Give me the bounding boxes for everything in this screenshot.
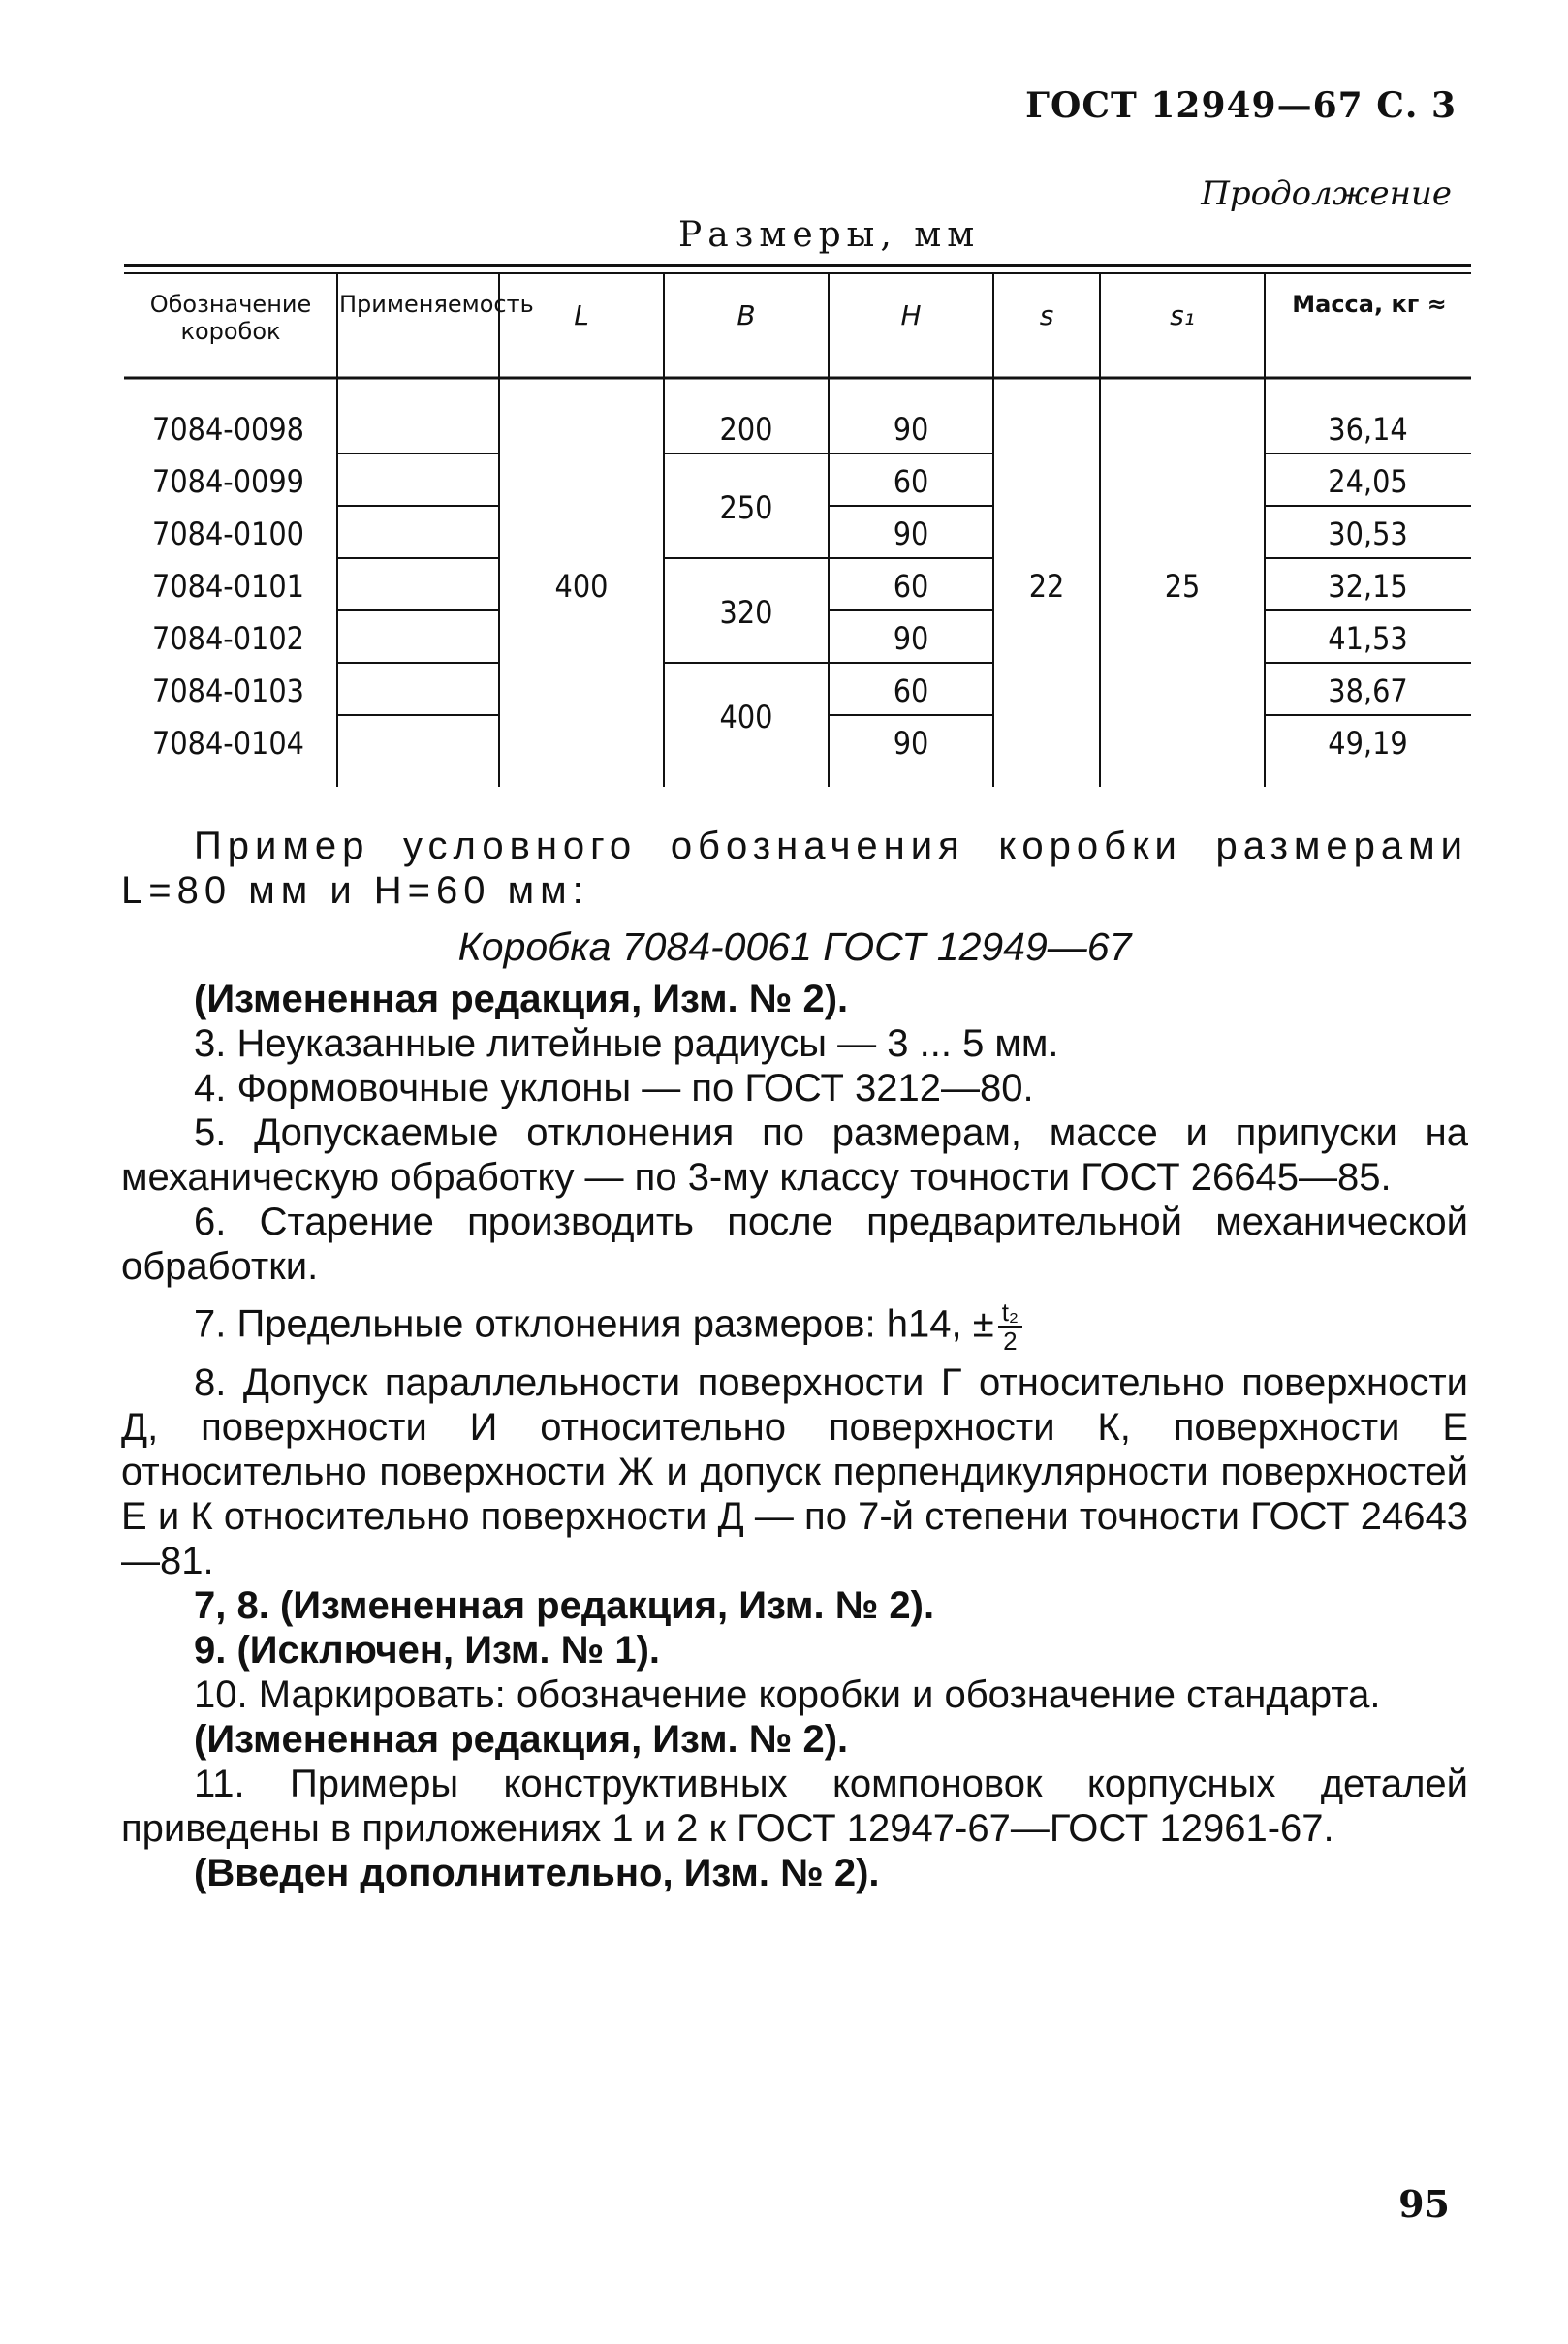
mass-cell: 32,15: [1328, 568, 1408, 605]
body-text: [121, 824, 1468, 1895]
designation-cell: 7084-0103: [152, 672, 304, 709]
B-cell: 400: [719, 699, 773, 735]
item-3: 3. Неуказанные литейные радиусы — 3 ... 5 мм.: [194, 1022, 1059, 1065]
designation-cell: 7084-0102: [152, 620, 304, 657]
H-cell: 60: [893, 568, 929, 605]
H-cell: 60: [893, 672, 929, 709]
H-cell: 90: [893, 725, 929, 762]
header-H: H: [900, 299, 922, 331]
B-cell: 200: [719, 411, 773, 448]
edition-note: (Измененная редакция, Изм. № 2).: [194, 1718, 849, 1761]
H-cell: 60: [893, 463, 929, 500]
H-cell: 90: [893, 516, 929, 552]
mass-cell: 36,14: [1328, 411, 1408, 448]
mass-cell: 38,67: [1328, 672, 1408, 709]
item-7: [121, 1298, 1468, 1355]
example-text: Пример условного обозначения коробки размерами L=80 мм и H=60 мм:: [121, 825, 1468, 912]
designation-cell: 7084-0099: [152, 463, 304, 500]
header-s: s: [1039, 299, 1054, 331]
header-mass: Масса, кг ≈: [1292, 291, 1447, 318]
mass-cell: 30,53: [1328, 516, 1408, 552]
item-7-text: 7. Предельные отклонения размеров: h14, ±: [194, 1302, 994, 1346]
mass-cell: 41,53: [1328, 620, 1408, 657]
table-caption: Размеры, мм: [678, 215, 981, 255]
header-designation: Обозначение коробок: [149, 291, 312, 345]
mass-cell: 24,05: [1328, 463, 1408, 500]
designation-cell: 7084-0104: [152, 725, 304, 762]
continuation-label: Продолжение: [1201, 174, 1452, 213]
s1-cell: 25: [1164, 568, 1201, 605]
header-s1: s₁: [1170, 299, 1195, 331]
header-B: B: [737, 299, 756, 331]
header-L: L: [574, 299, 589, 331]
fraction: [998, 1298, 1022, 1355]
item-6: 6. Старение производить после предварительной механической обработки.: [121, 1201, 1468, 1288]
fraction-numerator: t₂: [998, 1298, 1022, 1328]
dimensions-table: [124, 264, 1471, 792]
item-4: 4. Формовочные уклоны — по ГОСТ 3212—80.: [194, 1067, 1034, 1109]
H-cell: 90: [893, 411, 929, 448]
page-number: 95: [1398, 2182, 1450, 2226]
mass-cell: 49,19: [1328, 725, 1408, 762]
edition-note: 7, 8. (Измененная редакция, Изм. № 2).: [194, 1584, 935, 1627]
B-cell: 320: [719, 594, 773, 631]
B-cell: 250: [719, 489, 773, 526]
item-10: 10. Маркировать: обозначение коробки и обозначение стандарта.: [194, 1673, 1381, 1716]
example-formula: Коробка 7084-0061 ГОСТ 12949—67: [457, 924, 1132, 969]
item-8: 8. Допуск параллельности поверхности Г относительно поверхности Д, поверхности И относительно поверхности К, поверхности Е относительно поверхности Ж и допуск перпендикулярности поверхностей Е и К относительно поверхности Д — по 7-й степени точности ГОСТ 24643—81.: [121, 1361, 1468, 1582]
page-header: ГОСТ 12949—67 С. 3: [1025, 85, 1457, 126]
item-5: 5. Допускаемые отклонения по размерам, массе и припуски на механическую обработку — по 3-му классу точности ГОСТ 26645—85.: [121, 1111, 1468, 1199]
L-cell: 400: [554, 568, 609, 605]
excluded-note: 9. (Исключен, Изм. № 1).: [194, 1629, 661, 1672]
designation-cell: 7084-0098: [152, 411, 304, 448]
edition-note: (Измененная редакция, Изм. № 2).: [194, 978, 849, 1020]
item-11: 11. Примеры конструктивных компоновок корпусных деталей приведены в приложениях 1 и 2 к ГОСТ 12947-67—ГОСТ 12961-67.: [121, 1763, 1468, 1850]
introduced-note: (Введен дополнительно, Изм. № 2).: [194, 1852, 880, 1894]
designation-cell: 7084-0101: [152, 568, 304, 605]
header-applicability: Применяемость: [339, 291, 534, 318]
designation-cell: 7084-0100: [152, 516, 304, 552]
fraction-denominator: 2: [1003, 1327, 1018, 1356]
s-cell: 22: [1028, 568, 1065, 605]
H-cell: 90: [893, 620, 929, 657]
